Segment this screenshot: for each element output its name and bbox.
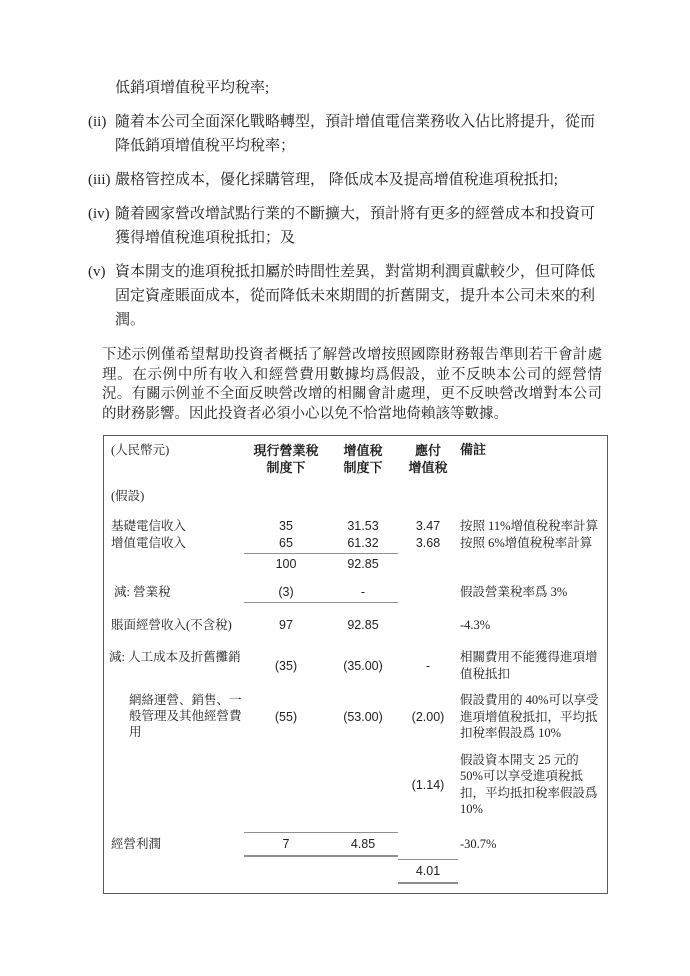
value-vat-payable: - (425, 658, 431, 673)
value-vat-regime: - (328, 584, 398, 603)
value-vat-payable: 3.68 (415, 535, 441, 550)
value-current-regime: (3) (244, 584, 328, 603)
list-marker: (iv) (88, 206, 110, 222)
value-vat-regime: 31.53 (347, 519, 379, 533)
list-marker: (v) (88, 264, 106, 280)
table-row-revenue-subtotal (109, 556, 603, 572)
row-remark: 按照 11%增值稅稅率計算 (460, 519, 599, 533)
disclaimer-paragraph: 下述示例僅希望幫助投資者概括了解營改增按照國際財務報告準則若干會計處理。在示例中所有收入和經營費用數據均爲假設，並不反映本公司的經營情況。有關示例並不全面反映營改增的相關會計處理，更不反映營改增對本公司的財務影響。因此投資者必須小心以免不恰當地倚賴該等數據。 (102, 347, 602, 422)
list-marker: (iii) (88, 172, 111, 188)
list-item-iv (88, 202, 601, 250)
row-remark: 假設營業稅率爲 3% (460, 584, 568, 599)
subtotal-current-regime: 100 (275, 556, 297, 571)
row-label: 減: 人工成本及折舊攤銷 (109, 650, 241, 664)
table-row-less-labor-depreciation (109, 649, 603, 682)
assumption-row (109, 488, 603, 504)
list-item-iii (88, 168, 601, 192)
header-currency-unit: (人民幣元) (111, 443, 170, 457)
header-current-business-tax: 現行營業稅 制度下 (253, 443, 319, 475)
value-current-regime: (55) (274, 709, 298, 724)
table-row-operating-profit (109, 832, 603, 857)
subtotal-vat-regime: 92.85 (347, 556, 379, 571)
row-label: 網絡運營、銷售、一般管理及其他經營費用 (129, 693, 242, 739)
list-item-v (88, 260, 601, 332)
row-remark: -4.3% (460, 617, 491, 632)
value-current-regime: 7 (244, 832, 328, 857)
table-row-less-business-tax (109, 584, 603, 603)
table-row-book-operating-revenue (109, 617, 603, 634)
row-remark: -30.7% (460, 836, 497, 851)
table-row-basic-telecom-revenue (109, 518, 603, 535)
row-remark: 假設資本開支 25 元的50%可以享受進項稅抵扣，平均抵扣稅率假設爲 10% (460, 752, 598, 816)
value-vat-regime: 92.85 (347, 617, 379, 632)
value-current-regime: 97 (279, 617, 293, 632)
header-remarks: 備註 (460, 442, 487, 457)
value-current-regime: (35) (274, 658, 298, 673)
list-item-text: 隨着本公司全面深化戰略轉型，預計增值電信業務收入佔比將提升，從而降低銷項增值稅平均稅率； (115, 114, 596, 154)
value-vat-payable: 3.47 (415, 519, 441, 533)
table-row-value-added-telecom-revenue (109, 535, 603, 554)
list-item-text: 隨着國家營改增試點行業的不斷擴大，預計將有更多的經營成本和投資可獲得增值稅進項稅抵扣；及 (115, 206, 596, 246)
intro-continuation-line: 低銷項增值稅平均稅率; (115, 80, 270, 96)
value-vat-payable-total: 4.01 (398, 859, 458, 884)
value-current-regime: 65 (244, 535, 328, 554)
row-remark: 相關費用不能獲得進項增值稅抵扣 (460, 650, 598, 681)
table-row-capex-input-vat (109, 752, 603, 818)
row-label: 增值電信收入 (111, 535, 187, 550)
value-current-regime: 35 (279, 519, 293, 533)
value-vat-payable: (1.14) (411, 777, 445, 792)
table-row-total-vat-payable (109, 859, 603, 884)
list-marker: (ii) (88, 114, 107, 130)
value-vat-regime: (35.00) (343, 658, 383, 673)
table-row-network-sga-expenses (109, 692, 603, 742)
row-label: 基礎電信收入 (111, 519, 187, 533)
row-label: 減: 營業稅 (114, 584, 171, 599)
row-label: 賬面經營收入(不含稅) (111, 617, 232, 632)
value-vat-regime: 61.32 (328, 535, 398, 554)
value-vat-payable: (2.00) (411, 709, 445, 724)
table-header-row (109, 442, 603, 476)
list-item-text: 嚴格管控成本，優化採購管理， 降低成本及提高增值稅進項稅抵扣; (115, 172, 558, 188)
value-vat-regime: (53.00) (343, 709, 383, 724)
vat-illustration-table (103, 435, 608, 894)
row-remark: 按照 6%增值稅稅率計算 (460, 535, 593, 550)
value-vat-regime: 4.85 (328, 832, 398, 857)
header-vat-regime: 增值稅 制度下 (343, 443, 383, 475)
list-item-ii (88, 110, 601, 158)
row-label: 經營利潤 (111, 837, 162, 851)
header-vat-payable: 應付 增值稅 (408, 443, 448, 475)
list-item-text: 資本開支的進項稅抵扣屬於時間性差異，對當期利潤貢獻較少，但可降低固定資產賬面成本，從而降低未來期間的折舊開支，提升本公司未來的利潤。 (115, 264, 596, 328)
row-remark: 假設費用的 40%可以享受進項增值稅抵扣，平均抵扣稅率假設爲 10% (460, 693, 599, 740)
assumption-label: (假設) (111, 489, 145, 503)
